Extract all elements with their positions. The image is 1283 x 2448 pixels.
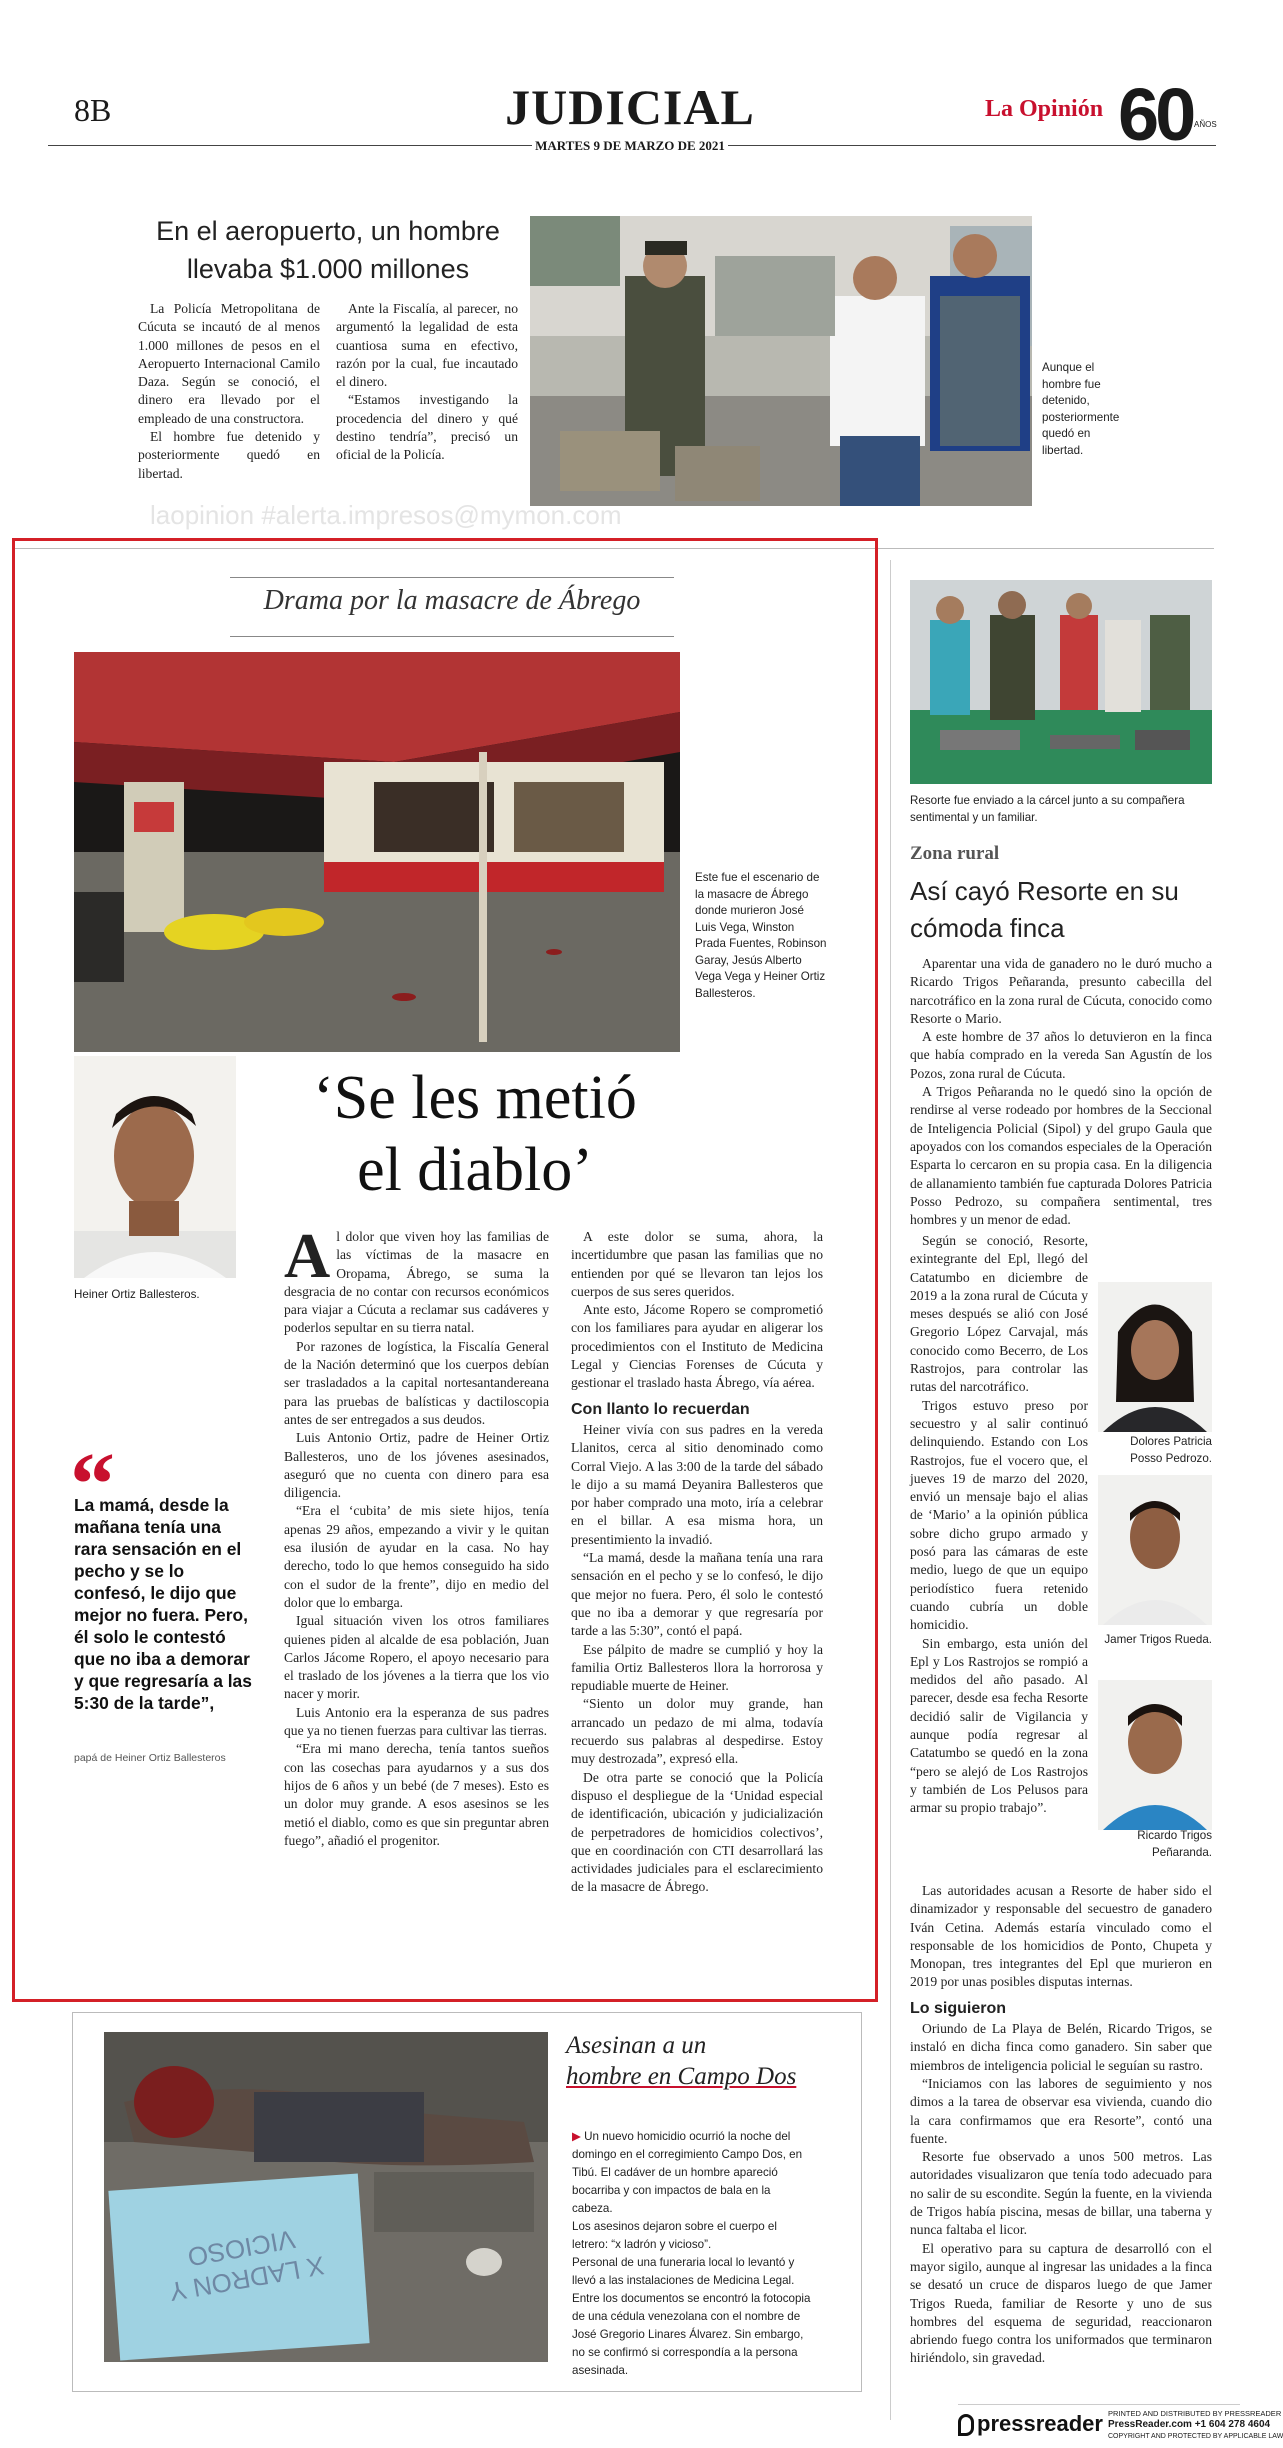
paragraph: Por razones de logística, la Fiscalía General de la Nación determinó que los cuerpos debían ser trasladados a la capital nortesantandereana para las pruebas de balísticas y dactiloscopia antes de ser entregados a sus deudos. <box>284 1338 549 1427</box>
paragraph: “Siento un dolor muy grande, han arrancado un pedazo de mi alma, todavía recuerdo sus palabras al despedirse. Estoy muy destrozada”, expresó ella. <box>571 1696 823 1767</box>
brand-logo: La Opinión <box>985 96 1104 122</box>
paragraph: Las autoridades acusan a Resorte de haber sido el dinamizador y responsable del secuestro de ganadero Iván Cetina. Además estaría vinculado como el responsable de los homicidios de Ponto, Chupeta y Monopan, tres integrantes del Epl que murieron en 2019 por unas posibles disputas internas. <box>910 1883 1212 1990</box>
issue-date: MARTES 9 DE MARZO DE 2021 <box>535 138 725 153</box>
footer-line-3: COPYRIGHT AND PROTECTED BY APPLICABLE LAW <box>1108 2433 1283 2440</box>
quote-mark: “ <box>70 1435 115 1534</box>
paragraph: La Policía Metropolitana de Cúcuta se incautó de al menos 1.000 millones de pesos en el Aeropuerto Internacional Camilo Daza. Según se conoció, el dinero era llevado por el empleado de una constructora. <box>138 301 320 426</box>
paragraph: Trigos estuvo preso por secuestro y al salir continuó delinquiendo. Estando con Los Rastrojos, fue el vocero que, el jueves 19 de marzo del 2020, envió un mensaje bajo el alias de ‘Mario’ a la opinión pública sobre dicho grupo armado y posó para las cámaras de este medio, luego de que un equipo periodístico fuera retenido cuando cubría un doble homicidio. <box>910 1397 1088 1633</box>
abrego-col1 <box>284 1220 549 1850</box>
paragraph: “La mamá, desde la mañana tenía una rara sensación en el pecho y se lo confesó, le dijo que mejor no fuera. Pero, él solo le contestó que no iba a demorar y que regresaría por tarde a las 5:30”, contó el papá. <box>571 1550 823 1639</box>
anniversary-number: 60 <box>1118 73 1193 156</box>
mugshot-jamer-caption: Jamer Trigos Rueda. <box>1104 1633 1212 1646</box>
pressreader-logo <box>958 2411 1103 2437</box>
pressreader-badge[interactable] <box>958 2404 1283 2448</box>
paragraph: El hombre fue detenido y posteriormente quedó en libertad. <box>138 429 320 481</box>
drop-cap: A <box>284 1220 331 1291</box>
resorte-narrow-col <box>910 1232 1088 1818</box>
paragraph-text: l dolor que viven hoy las familias de las víctimas de la masacre en Oropama, Ábrego, se suma la desgracia de no contar con recursos económicos para viajar a Cúcuta a reclamar sus cadáveres y poderlos sepultar en su tierra natal. <box>284 1229 549 1336</box>
headline-line: ‘Se les metió <box>313 1064 637 1132</box>
pressreader-logo-text: pressreader <box>977 2411 1103 2436</box>
resorte-kicker: Zona rural <box>910 843 1000 864</box>
abrego-scene-photo <box>74 652 680 1052</box>
paragraph: “Estamos investigando la procedencia del dinero y qué destino tendría”, precisó un oficial de la Policía. <box>336 392 518 463</box>
footer-line-1: PRINTED AND DISTRIBUTED BY PRESSREADER <box>1108 2409 1282 2418</box>
tibu-photo <box>104 2032 548 2362</box>
mugshot-ricardo <box>1098 1680 1212 1830</box>
abrego-photo-caption: Este fue el escenario de la masacre de Ábrego donde murieron José Luis Vega, Winston Prada Fuentes, Robinson Garay, Jesús Alberto Vega Vega y Heiner Ortiz Ballesteros. <box>695 871 827 1000</box>
victim-portrait <box>74 1056 236 1278</box>
paragraph-lead <box>284 1220 549 1338</box>
mugshot-dolores-caption: Dolores Patricia Posso Pedrozo. <box>1130 1435 1212 1465</box>
abrego-headline <box>250 1062 700 1206</box>
paragraph: Heiner vivía con sus padres en la vereda Llanitos, cerca al sitio denominado como Corral Viejo. A las 3:00 de la tarde del sábado le dijo a su mamá Deyanira Ballesteros que por haber comprado una moto, iría a celebrar en el billar. A esa misma hora, un presentimiento la invadió. <box>571 1421 823 1547</box>
headline-line: el diablo’ <box>357 1136 593 1204</box>
footer-line-2: PressReader.com +1 604 278 4604 <box>1108 2419 1271 2430</box>
kicker-rule-bottom <box>230 636 674 637</box>
paragraph: Entre los documentos se encontró la fotocopia de una cédula venezolana con el nombre de José Gregorio Linares Álvarez. Sin embargo, no se confirmó si correspondía a la persona asesinada. <box>572 2292 811 2377</box>
header-rule-left <box>48 145 532 146</box>
paragraph: “Era mi mano derecha, tenía tantos sueños con las cosechas para ayudarnos y a sus dos hijos de 6 años y un bebé (de 7 meses). Esto es un dolor muy grande. A esos asesinos se les metió el diablo, como es que sin preguntar abren fuego”, añadió el progenitor. <box>284 1741 549 1848</box>
portrait-caption: Heiner Ortiz Ballesteros. <box>74 1288 200 1301</box>
page-number: 8B <box>74 92 112 128</box>
paragraph: Aparentar una vida de ganadero no le duró mucho a Ricardo Trigos Peñaranda, presunto cabecilla del narcotráfico en la zona rural de Cúcuta, conocido como Resorte o Mario. <box>910 956 1212 1026</box>
resorte-photo <box>910 580 1212 784</box>
airport-col1 <box>138 300 320 483</box>
mugshot-jamer <box>1098 1475 1212 1625</box>
resorte-headline: Así cayó Resorte en su cómoda finca <box>910 876 1179 943</box>
paragraph: Oriundo de La Playa de Belén, Ricardo Trigos, se instaló en dicha finca como ganadero. Sin saber que miembros de inteligencia policial le seguían su rastro. <box>910 2021 1212 2073</box>
paragraph: Sin embargo, esta unión del Epl y Los Rastrojos se rompió a medidos del año pasado. Al parecer, desde esa fecha Resorte decidió salir de Vigilancia y aunque podía regresar al Catatumbo se quedó en la zona “pero se alejó de Los Rastrojos y también de Los Pelusos para armar su propio trabajo”. <box>910 1635 1088 1816</box>
paragraph: Resorte fue observado a unos 500 metros. Las autoridades visualizaron que tenía todo adecuado para no salir de su escondite. Según la fuente, en la vivienda de Trigos había piscina, mesas de billar, una taberna y nunca faltaba el licor. <box>910 2149 1212 2238</box>
kicker-rule-top <box>230 577 674 578</box>
resorte-photo-caption: Resorte fue enviado a la cárcel junto a su compañera sentimental y un familiar. <box>910 794 1185 824</box>
subhead: Lo siguieron <box>910 1999 1006 2017</box>
anniversary-years: AÑOS <box>1194 120 1217 129</box>
paragraph: A este dolor se suma, ahora, la incertidumbre que pasan las familias que no entienden por qué se llevaron tan lejos los cuerpos de sus seres queridos. <box>571 1229 823 1299</box>
abrego-kicker: Drama por la masacre de Ábrego <box>263 585 641 616</box>
pull-quote-attribution: papá de Heiner Ortiz Ballesteros <box>74 1752 226 1764</box>
paragraph: A Trigos Peñaranda no le quedó sino la opción de rendirse al verse rodeado por hombres de la Seccional de Inteligencia Policial (Sipol) y del grupo Gaula que apoyados con los comandos especiales de la Operación Esparta lo cercaron en su propia casa. En la diligencia de allanamiento también fue capturada Dolores Patricia Posso Pedrozo, su compañera sentimental, tres hombres y un menor de edad. <box>910 1084 1212 1228</box>
paragraph: Ante la Fiscalía, al parecer, no argumentó la legalidad de esta cuantiosa suma en efectivo, razón por la cual, fue incautado el dinero. <box>336 301 518 390</box>
airport-caption: Aunque el hombre fue detenido, posteriormente quedó en libertad. <box>1042 361 1120 457</box>
paragraph <box>572 2128 812 2218</box>
headline-line: hombre en Campo Dos <box>566 2063 797 2090</box>
paragraph: Ese pálpito de madre se cumplió y hoy la familia Ortiz Ballesteros llora la horrorosa y repudiable muerte de Heiner. <box>571 1641 823 1694</box>
sign-text: X LADRON Y VICIOSO <box>166 2224 327 2308</box>
abrego-col2 <box>571 1228 823 1897</box>
right-col-divider <box>890 560 891 2420</box>
paragraph-text: Un nuevo homicidio ocurrió la noche del domingo en el corregimiento Campo Dos, en Tibú. El cadáver de un hombre apareció bocarriba y con impactos de bala en la cabeza. <box>572 2130 803 2215</box>
tibu-headline <box>566 2030 836 2092</box>
airport-photo <box>530 216 1032 506</box>
paragraph: Los asesinos dejaron sobre el cuerpo el letrero: “x ladrón y vicioso”. <box>572 2220 777 2251</box>
bullet-icon: ▶ <box>572 2130 581 2143</box>
resorte-after <box>910 1882 1212 2368</box>
airport-col2 <box>336 300 518 465</box>
paragraph: Según se conoció, Resorte, exintegrante del Epl, llegó del Catatumbo en diciembre de 2019 a la zona rural de Cúcuta y meses después se alió con José Gregorio López Carvajal, más conocido como Becerro, de Los Rastrojos, para controlar las rutas del narcotráfico. <box>910 1233 1088 1395</box>
pull-quote: La mamá, desde la mañana tenía una rara sensación en el pecho y se lo confesó, le dijo que mejor no fuera. Pero, él solo le contestó que no iba a demorar y que regresaría a las 5:30 de la tarde”, <box>74 1495 252 1713</box>
mugshot-ricardo-caption: Ricardo Trigos Peñaranda. <box>1137 1829 1212 1859</box>
paragraph: Personal de una funeraria local lo levantó y llevó a las instalaciones de Medicina Legal. <box>572 2256 795 2287</box>
tibu-body <box>572 2128 812 2380</box>
mugshot-dolores <box>1098 1282 1212 1432</box>
paragraph: “Iniciamos con las labores de seguimiento y nos dimos a la tarea de observar esa vivienda, cuando dio la cara confirmamos que era Resorte”, contó una fuente. <box>910 2075 1212 2146</box>
airport-headline: En el aeropuerto, un hombre llevaba $1.000 millones <box>156 216 500 284</box>
paragraph: De otra parte se conoció que la Policía dispuso el despliegue de la ‘Unidad especial de identificación, ubicación y judicialización de perpetradores de homicidios colectivos’, que en coordinación con CTI desarrollará las actividades judiciales para el esclarecimiento de la masacre de Ábrego. <box>571 1769 823 1895</box>
paragraph: “Era el ‘cubita’ de mis siete hijos, tenía apenas 29 años, empezando a vivir y le quitan esa ilusión de ayudar en la casa. No hay derecho, todo lo que hemos conseguido ha sido con el sudor de la frente”, dijo en medio del dolor que lo embarga. <box>284 1503 549 1610</box>
paragraph: Ante esto, Jácome Ropero se comprometió con los familiares para ayudar en aligerar los procedimientos con el Instituto de Medicina Legal y Ciencias Forenses de Cúcuta y gestionar el traslado hasta Ábrego, vía aérea. <box>571 1302 823 1391</box>
headline-line: Asesinan a un <box>566 2032 707 2059</box>
anniversary-logo <box>1118 73 1218 156</box>
section-title: JUDICIAL <box>505 79 755 135</box>
paragraph: El operativo para su captura de desarrolló con el mayor sigilo, aunque al ingresar las unidades a la finca se desató un cruce de disparos luego de que Jamer Trigos Rueda, familiar de Resorte y uno de sus hombres del esquema de seguridad, reaccionaron abriendo fuego contra los uniformados que terminaron hiriéndolo, sin gravedad. <box>910 2240 1212 2366</box>
watermark: laopinion #alerta.impresos@mymon.com <box>150 500 622 530</box>
paragraph: Luis Antonio era la esperanza de sus padres que ya no tienen fuerzas para cultivar las tierras. <box>284 1704 549 1739</box>
pressreader-icon <box>958 2414 974 2436</box>
paragraph: A este hombre de 37 años lo detuvieron en la finca que había comprado en la vereda San Agustín de los Pozos, zona rural de Cúcuta. <box>910 1029 1212 1081</box>
resorte-intro <box>910 955 1212 1229</box>
paragraph: Igual situación viven los otros familiares quienes piden al alcalde de esa población, Juan Carlos Jácome Ropero, el apoyo necesario para el traslado de los jóvenes a la tierra que los vio nacer y morir. <box>284 1613 549 1702</box>
paragraph: Luis Antonio Ortiz, padre de Heiner Ortiz Ballesteros, uno de los jóvenes asesinados, aseguró que no cuenta con dinero para esa diligencia. <box>284 1430 549 1501</box>
subhead: Con llanto lo recuerdan <box>571 1400 750 1418</box>
